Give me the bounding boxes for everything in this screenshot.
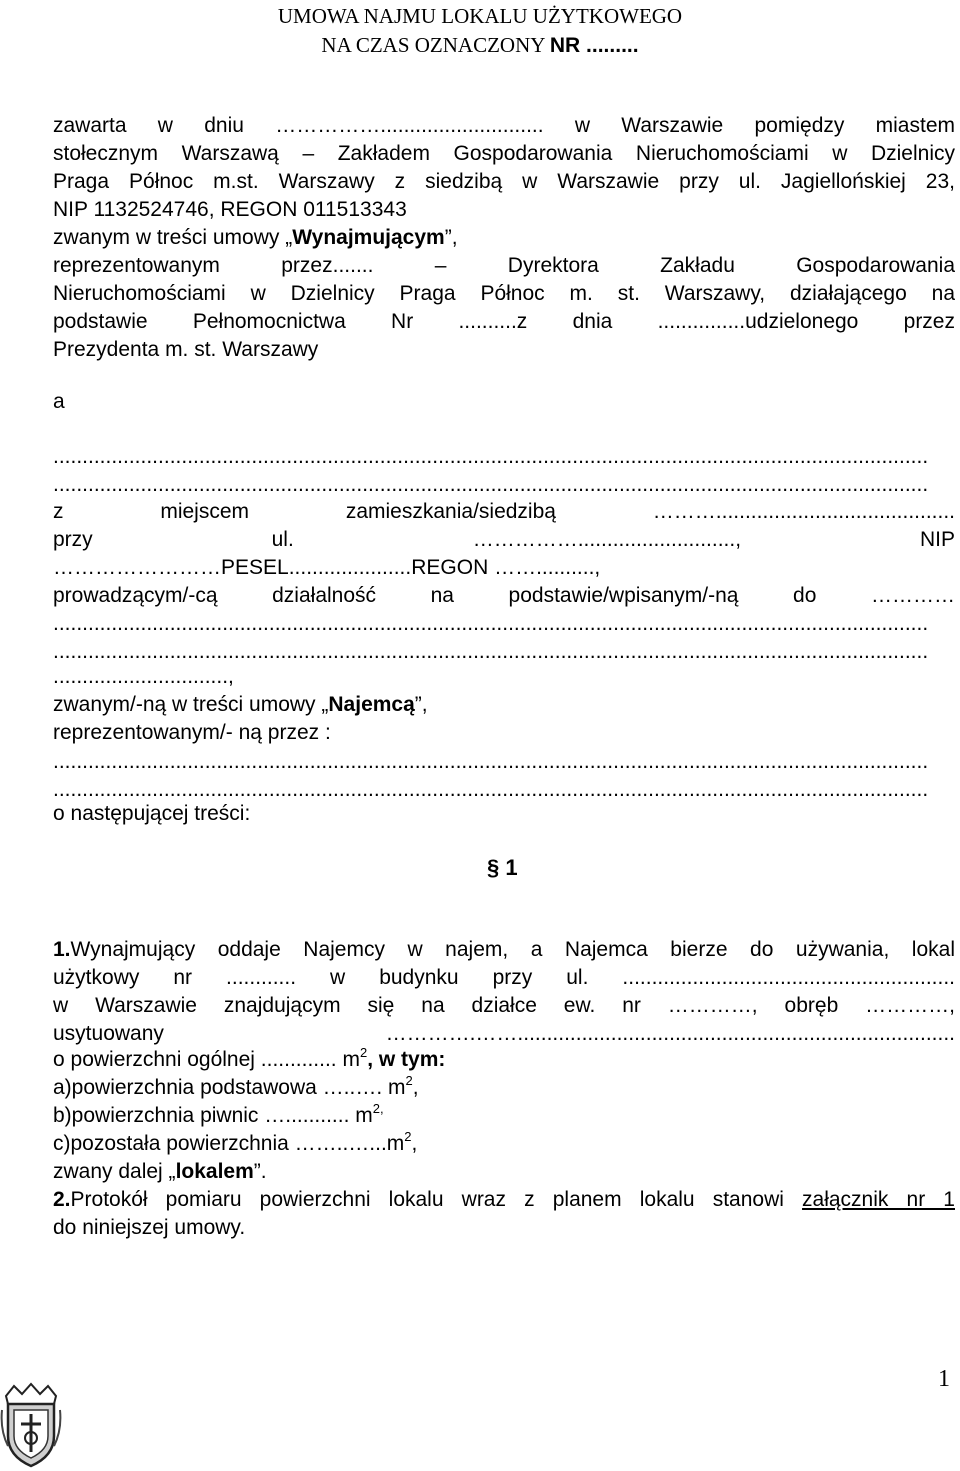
paragraph-2-line-1 bbox=[53, 1186, 955, 1214]
tenant-name-blank-1: ...................................................................................................................................................... bbox=[53, 445, 929, 468]
paragraph-2-number: 2. bbox=[53, 1188, 71, 1211]
coat-of-arms-icon bbox=[0, 1380, 62, 1468]
section-mark: § 1 bbox=[487, 855, 518, 880]
attachment-1-reference: załącznik nr 1 bbox=[802, 1188, 955, 1211]
paragraph-1-line-4: usytuowany ………….……........................................................................... bbox=[53, 1022, 955, 1045]
paragraph-1-line-2: użytkowy nr ............ w budynku przy ul. ......................................................... bbox=[53, 966, 955, 989]
line-representative-4: Prezydenta m. st. Warszawy bbox=[53, 338, 319, 361]
paragraph-1-primary-area bbox=[53, 1074, 955, 1102]
line-tenant-activity: prowadzącym/-cą działalność na podstawie/wpisanym/-ną do ………… bbox=[53, 584, 955, 607]
premises-alias: lokalem bbox=[175, 1160, 254, 1183]
paragraph-1-total-area bbox=[53, 1046, 955, 1074]
premises-alias-suffix: ”. bbox=[253, 1160, 267, 1183]
premises-alias-prefix: zwany dalej „ bbox=[53, 1160, 176, 1183]
line-date-place: zawarta w dniu ……………............................ w Warszawie pomiędzy miastem bbox=[53, 114, 955, 137]
tenant-name-blank-2: ...................................................................................................................................................... bbox=[53, 473, 929, 496]
tenant-representative-blank-1: ...................................................................................................................................................... bbox=[53, 750, 929, 773]
total-area-exponent: 2 bbox=[359, 1046, 368, 1060]
line-landlord-1: stołecznym Warszawą – Zakładem Gospodarowania Nieruchomościami w Dzielnicy bbox=[53, 142, 955, 165]
landlord-alias: Wynajmującym bbox=[292, 226, 445, 249]
paragraph-1-line-3: w Warszawie znajdującym się na działce ew. nr …………, obręb …………, bbox=[53, 994, 955, 1017]
title-line-1: UMOWA NAJMU LOKALU UŻYTKOWEGO bbox=[277, 4, 683, 28]
basement-area-exponent: 2, bbox=[372, 1102, 384, 1116]
paragraph-1-premises-alias bbox=[53, 1158, 955, 1186]
primary-area-suffix: , bbox=[412, 1076, 419, 1099]
paragraph-1-text-1: Wynajmujący oddaje Najemcy w najem, a Najemca bierze do używania, lokal bbox=[70, 938, 955, 961]
paragraph-2-line-2: do niniejszej umowy. bbox=[53, 1216, 246, 1239]
line-representative-1: reprezentowanym przez....... – Dyrektora Zakładu Gospodarowania bbox=[53, 254, 955, 277]
line-tenant-residence: z miejscem zamieszkania/siedzibą ………......................................... bbox=[53, 500, 955, 523]
line-tenant-alias bbox=[53, 691, 955, 719]
line-representative-3: podstawie Pełnomocnictwa Nr ..........z dnia ...............udzielonego przez bbox=[53, 310, 955, 333]
line-and: a bbox=[53, 390, 65, 413]
line-landlord-alias bbox=[53, 224, 955, 252]
alias-suffix: ”, bbox=[444, 226, 458, 249]
title-line-2-prefix: NA CZAS OZNACZONY bbox=[321, 33, 550, 57]
line-tenant-ids: ……………………PESEL.....................REGON …….........., bbox=[53, 556, 601, 579]
line-following-content: o następującej treści: bbox=[53, 802, 251, 825]
tenant-register-blank-1: ...................................................................................................................................................... bbox=[53, 612, 929, 635]
contract-number-label: NR ......... bbox=[549, 34, 639, 57]
line-landlord-ids: NIP 1132524746, REGON 011513343 bbox=[53, 198, 407, 221]
basement-area-text: b)powierzchnia piwnic …........... m bbox=[53, 1104, 373, 1127]
tenant-alias: Najemcą bbox=[328, 693, 415, 716]
total-area-suffix: , w tym: bbox=[367, 1048, 446, 1071]
tenant-register-blank-3: .............................., bbox=[53, 665, 234, 688]
tenant-alias-prefix: zwanym/-ną w treści umowy „ bbox=[53, 693, 329, 716]
paragraph-1-number: 1. bbox=[53, 938, 71, 961]
paragraph-1-basement-area bbox=[53, 1102, 955, 1130]
tenant-representative-blank-2: ...................................................................................................................................................... bbox=[53, 778, 929, 801]
other-area-exponent: 2 bbox=[404, 1130, 412, 1144]
tenant-register-blank-2: ...................................................................................................................................................... bbox=[53, 640, 929, 663]
paragraph-1-line-1 bbox=[53, 936, 955, 964]
title-line-2 bbox=[0, 31, 960, 60]
paragraph-2-text: Protokół pomiaru powierzchni lokalu wraz z planem lokalu stanowi bbox=[70, 1188, 803, 1211]
tenant-alias-suffix: ”, bbox=[414, 693, 428, 716]
total-area-text: o powierzchni ogólnej ............. m bbox=[53, 1048, 360, 1071]
line-tenant-representative: reprezentowanym/- ną przez : bbox=[53, 721, 331, 744]
other-area-text: c)pozostała powierzchnia ……..…...m bbox=[53, 1132, 405, 1155]
line-landlord-2: Praga Północ m.st. Warszawy z siedzibą w Warszawie przy ul. Jagiellońskiej 23, bbox=[53, 170, 955, 193]
alias-prefix: zwanym w treści umowy „ bbox=[53, 226, 293, 249]
paragraph-1-other-area bbox=[53, 1130, 955, 1158]
other-area-suffix: , bbox=[411, 1132, 418, 1155]
primary-area-exponent: 2 bbox=[405, 1074, 413, 1088]
line-representative-2: Nieruchomościami w Dzielnicy Praga Północ m. st. Warszawy, działającego na bbox=[53, 282, 955, 305]
primary-area-text: a)powierzchnia podstawowa …..…. m bbox=[53, 1076, 406, 1099]
page-number: 1 bbox=[938, 1366, 950, 1392]
line-tenant-street: przy ul. ……………..........................., NIP bbox=[53, 528, 955, 551]
